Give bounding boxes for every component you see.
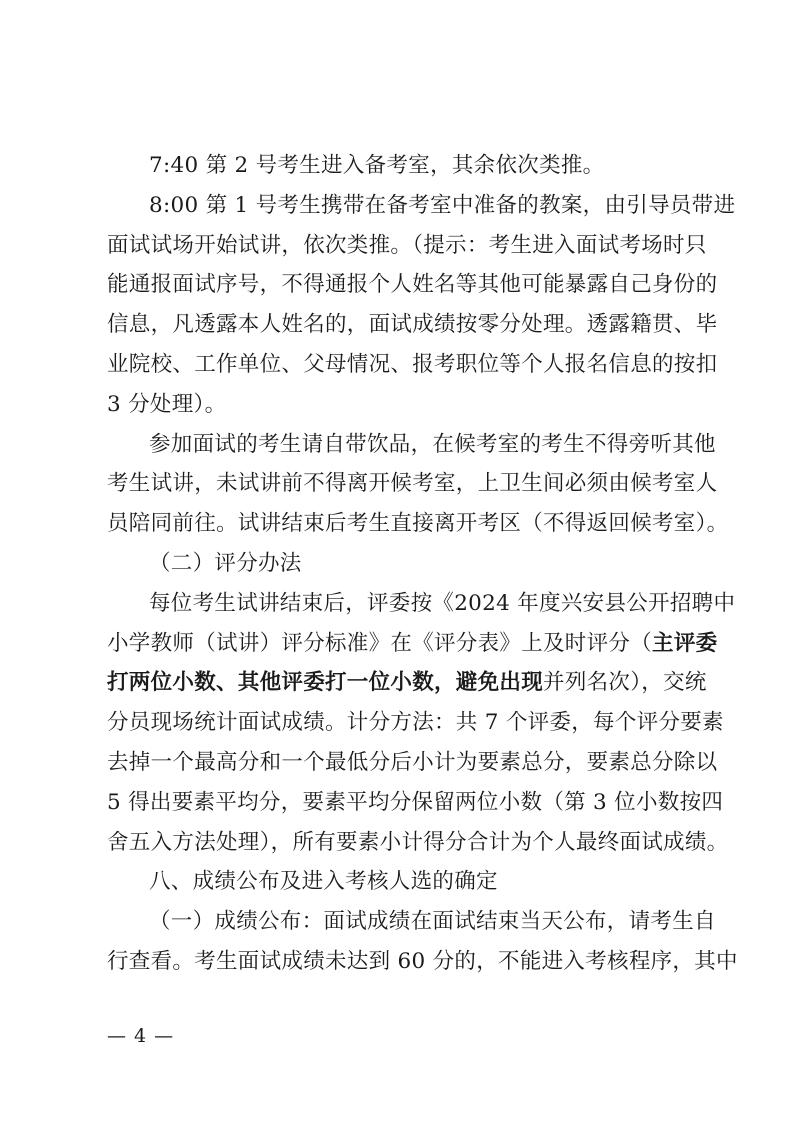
text-line: 参加面试的考生请自带饮品，在候考室的考生不得旁听其他: [149, 431, 716, 457]
page-number: — 4 —: [107, 1025, 175, 1047]
text-line: 员陪同前往。试讲结束后考生直接离开考区（不得返回候考室）。: [107, 511, 729, 537]
text-segment: 并列名次），交统: [543, 670, 707, 696]
text-line: 考生试讲，未试讲前不得离开候考室，上卫生间必须由候考室人: [107, 471, 718, 497]
text-segment: 小学教师（试讲）评分标准》在《评分表》上及时评分（: [107, 630, 653, 656]
text-line: 业院校、工作单位、父母情况、报考职位等个人报名信息的按扣: [107, 351, 718, 377]
text-line: 舍五入方法处理），所有要素小计得分合计为个人最终面试成绩。: [107, 829, 729, 855]
bold-text-segment: 主评委: [652, 630, 718, 656]
text-segment: 面试成绩在面试结束当天公布，请考生自: [323, 909, 716, 935]
text-line: 3 分处理）。: [107, 391, 227, 417]
text-line: 分员现场统计面试成绩。计分方法：共 7 个评委，每个评分要素: [107, 710, 724, 736]
text-line: 信息，凡透露本人姓名的，面试成绩按零分处理。透露籍贯、毕: [107, 312, 718, 338]
document-body: [107, 146, 738, 982]
subheading-segment: （一）成绩公布：: [149, 909, 324, 935]
text-line: 面试试场开始试讲，依次类推。（提示：考生进入面试考场时只: [107, 232, 707, 258]
bold-text-segment: 打两位小数、其他评委打一位小数，避免出现: [107, 670, 544, 696]
text-line: 行查看。考生面试成绩未达到 60 分的，不能进入考核程序，其中: [107, 948, 738, 974]
section-heading-scoring: （二）评分办法: [149, 550, 302, 576]
text-line: 能通报面试序号，不得通报个人姓名等其他可能暴露自己身份的: [107, 272, 718, 298]
text-line: [107, 624, 718, 664]
text-line: [107, 663, 711, 703]
text-line: 5 得出要素平均分，要素平均分保留两位小数（第 3 位小数按四: [107, 789, 724, 815]
text-line: 8:00 第 1 号考生携带在备考室中准备的教案，由引导员带进: [149, 192, 736, 218]
text-line: 每位考生试讲结束后，评委按《2024 年度兴安县公开招聘中: [149, 590, 736, 616]
text-line: 去掉一个最高分和一个最低分后小计为要素总分，要素总分除以: [107, 749, 718, 775]
section-heading-results: 八、成绩公布及进入考核人选的确定: [149, 869, 498, 895]
text-line: 7:40 第 2 号考生进入备考室，其余依次类推。: [149, 153, 605, 178]
text-line: [107, 902, 716, 942]
